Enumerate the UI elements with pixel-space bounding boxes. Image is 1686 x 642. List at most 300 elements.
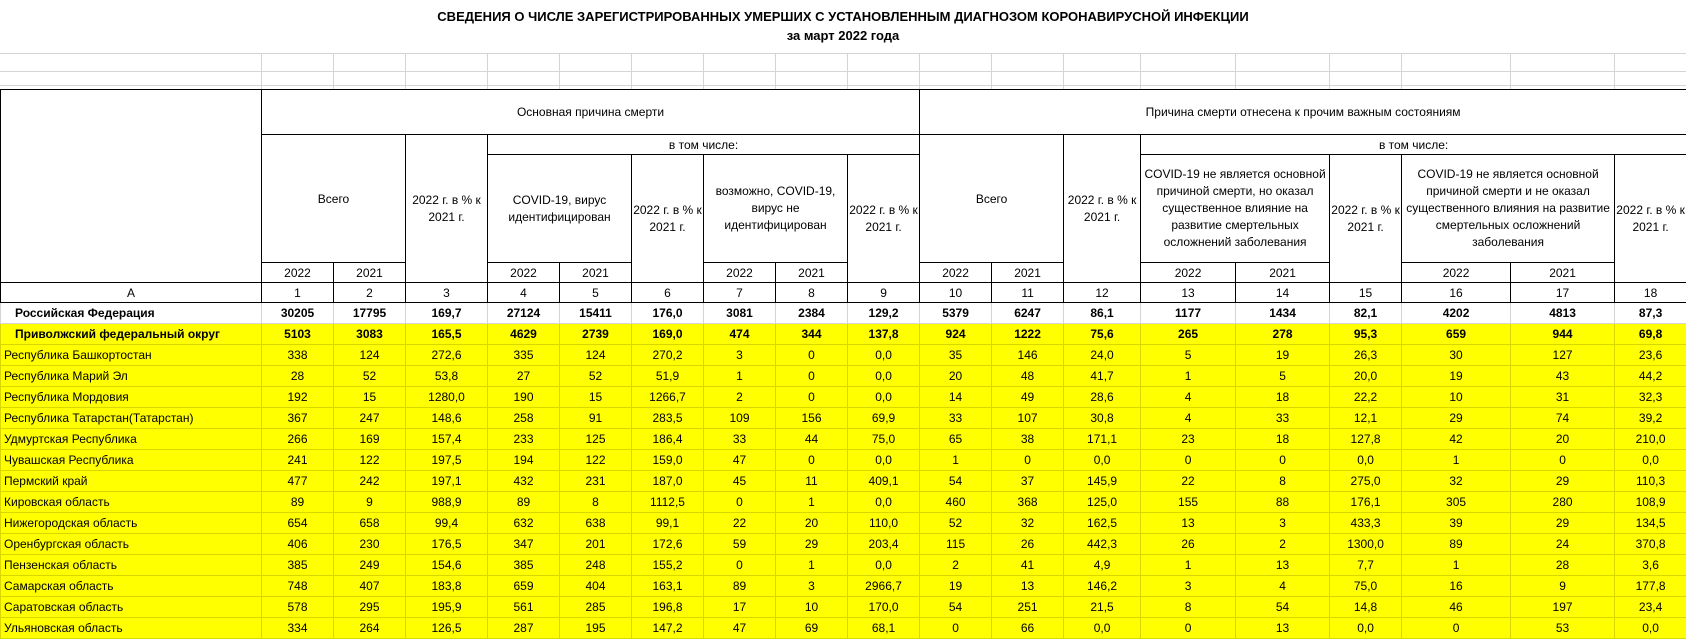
table-cell: 99,1 [632,513,704,534]
table-cell: 247 [334,408,406,429]
table-cell: 1 [920,450,992,471]
table-cell: 41 [992,555,1064,576]
table-cell: 99,4 [406,513,488,534]
table-cell: 1 [704,366,776,387]
table-cell: 249 [334,555,406,576]
column-index: 3 [406,283,488,303]
table-cell: 54 [920,471,992,492]
table-cell: 19 [920,576,992,597]
header-total-main: Всего [262,135,406,263]
region-name: Республика Татарстан(Татарстан) [1,408,262,429]
table-cell: 1 [1141,366,1236,387]
table-cell: 91 [560,408,632,429]
sheet-gridline [775,53,776,89]
table-cell: 295 [334,597,406,618]
table-cell: 42 [1402,429,1511,450]
header-year-2021: 2021 [992,263,1064,283]
table-cell: 17 [704,597,776,618]
header-other-cause: Причина смерти отнесена к прочим важным состояниям [920,90,1686,135]
table-cell: 287 [488,618,560,639]
table-cell: 15 [560,387,632,408]
table-cell: 13 [1236,618,1330,639]
table-cell: 0,0 [1064,618,1141,639]
table-cell: 87,3 [1615,303,1686,324]
table-cell: 3 [776,576,848,597]
table-cell: 28,6 [1064,387,1141,408]
region-name: Республика Марий Эл [1,366,262,387]
table-cell: 2 [1236,534,1330,555]
table-cell: 8 [1236,471,1330,492]
table-cell: 155 [1141,492,1236,513]
table-cell: 1 [1402,450,1511,471]
table-cell: 20 [1511,429,1615,450]
table-cell: 0 [1141,618,1236,639]
table-cell: 407 [334,576,406,597]
table-cell: 172,6 [632,534,704,555]
region-name: Нижегородская область [1,513,262,534]
table-cell: 4813 [1511,303,1615,324]
table-cell: 169,0 [632,324,704,345]
table-cell: 127 [1511,345,1615,366]
report-title: СВЕДЕНИЯ О ЧИСЛЕ ЗАРЕГИСТРИРОВАННЫХ УМЕРШИХ С УСТАНОВЛЕННЫМ ДИАГНОЗОМ КОРОНАВИРУСНОЙ ИНФЕКЦИИ [437,9,1249,24]
table-cell: 20 [776,513,848,534]
table-cell: 654 [262,513,334,534]
table-cell: 233 [488,429,560,450]
table-row [1,618,1686,639]
table-cell: 258 [488,408,560,429]
table-cell: 32,3 [1615,387,1686,408]
table-cell: 4 [1236,576,1330,597]
table-cell: 35 [920,345,992,366]
table-cell: 0,0 [848,555,920,576]
table-cell: 190 [488,387,560,408]
table-cell: 335 [488,345,560,366]
table-cell: 0 [1511,450,1615,471]
table-cell: 0,0 [848,492,920,513]
table-cell: 0,0 [1615,450,1686,471]
table-cell: 192 [262,387,334,408]
table-cell: 176,1 [1330,492,1402,513]
table-cell: 230 [334,534,406,555]
table-cell: 248 [560,555,632,576]
header-year-2021: 2021 [1236,263,1330,283]
column-index: 11 [992,283,1064,303]
table-cell: 162,5 [1064,513,1141,534]
table-cell: 305 [1402,492,1511,513]
column-index: 13 [1141,283,1236,303]
table-cell: 0 [1402,618,1511,639]
table-cell: 658 [334,513,406,534]
header-incl-other: в том числе: [1141,135,1686,155]
table-cell: 368 [992,492,1064,513]
table-cell: 33 [1236,408,1330,429]
sheet-gridline [1401,53,1402,89]
table-cell: 51,9 [632,366,704,387]
table-cell: 0 [776,345,848,366]
column-index: 10 [920,283,992,303]
table-cell: 0,0 [1064,450,1141,471]
table-cell: 171,1 [1064,429,1141,450]
table-cell: 19 [1236,345,1330,366]
table-cell: 32 [992,513,1064,534]
header-year-2022: 2022 [704,263,776,283]
table-cell: 88 [1236,492,1330,513]
table-cell: 4202 [1402,303,1511,324]
table-cell: 26,3 [1330,345,1402,366]
table-cell: 38 [992,429,1064,450]
table-cell: 22,2 [1330,387,1402,408]
table-cell: 210,0 [1615,429,1686,450]
column-index-a: А [1,283,262,303]
table-cell: 3083 [334,324,406,345]
table-cell: 47 [704,450,776,471]
table-row [1,366,1686,387]
sheet-gridline [333,53,334,89]
table-cell: 338 [262,345,334,366]
column-index: 12 [1064,283,1141,303]
table-cell: 0 [920,618,992,639]
table-cell: 10 [776,597,848,618]
column-index: 8 [776,283,848,303]
region-name: Кировская область [1,492,262,513]
table-cell: 82,1 [1330,303,1402,324]
table-cell: 9 [334,492,406,513]
table-cell: 23,4 [1615,597,1686,618]
table-cell: 4 [1141,387,1236,408]
table-cell: 748 [262,576,334,597]
table-cell: 8 [560,492,632,513]
table-cell: 477 [262,471,334,492]
header-total-other: Всего [920,135,1064,263]
column-index: 15 [1330,283,1402,303]
table-cell: 9 [1511,576,1615,597]
table-cell: 1112,5 [632,492,704,513]
table-cell: 0 [1141,450,1236,471]
table-cell: 0 [992,450,1064,471]
sheet-gridline [703,53,704,89]
header-year-2021: 2021 [776,263,848,283]
header-year-2021: 2021 [1511,263,1615,283]
column-index: 2 [334,283,406,303]
header-year-2021: 2021 [560,263,632,283]
table-cell: 242 [334,471,406,492]
table-cell: 251 [992,597,1064,618]
column-index-row [1,283,1686,303]
header-pct-col12: 2022 г. в % к 2021 г. [1064,135,1141,283]
table-cell: 632 [488,513,560,534]
sheet-gridline [1329,53,1330,89]
table-cell: 54 [920,597,992,618]
table-cell: 21,5 [1064,597,1141,618]
table-cell: 195,9 [406,597,488,618]
table-cell: 18 [1236,387,1330,408]
header-covid-possible: возможно, COVID-19, вирус не идентифицирован [704,155,848,263]
table-cell: 442,3 [1064,534,1141,555]
table-cell: 24 [1511,534,1615,555]
table-cell: 187,0 [632,471,704,492]
sheet-gridline [1063,53,1064,89]
table-cell: 30205 [262,303,334,324]
table-body [1,303,1686,639]
table-cell: 16 [1402,576,1511,597]
table-cell: 3,6 [1615,555,1686,576]
table-cell: 29 [1402,408,1511,429]
table-cell: 45 [704,471,776,492]
region-name: Ульяновская область [1,618,262,639]
region-name: Республика Мордовия [1,387,262,408]
table-cell: 129,2 [848,303,920,324]
table-cell: 19 [1402,366,1511,387]
table-cell: 27 [488,366,560,387]
table-cell: 115 [920,534,992,555]
table-cell: 28 [1511,555,1615,576]
table-cell: 26 [1141,534,1236,555]
table-cell: 561 [488,597,560,618]
table-cell: 270,2 [632,345,704,366]
sheet-gridline [0,53,1686,54]
region-name: Оренбургская область [1,534,262,555]
table-row [1,576,1686,597]
table-cell: 110,0 [848,513,920,534]
table-cell: 272,6 [406,345,488,366]
table-cell: 165,5 [406,324,488,345]
table-cell: 169 [334,429,406,450]
header-incl-main: в том числе: [488,135,920,155]
table-cell: 1 [1141,555,1236,576]
region-name: Пермский край [1,471,262,492]
table-cell: 14 [920,387,992,408]
table-cell: 231 [560,471,632,492]
table-cell: 1266,7 [632,387,704,408]
table-cell: 69 [776,618,848,639]
table-cell: 124 [560,345,632,366]
table-cell: 157,4 [406,429,488,450]
table-cell: 22 [704,513,776,534]
table-row [1,450,1686,471]
table-cell: 14,8 [1330,597,1402,618]
table-cell: 578 [262,597,334,618]
table-cell: 275,0 [1330,471,1402,492]
header-pct-col9: 2022 г. в % к 2021 г. [848,155,920,283]
table-cell: 0,0 [1330,450,1402,471]
table-cell: 89 [488,492,560,513]
table-cell: 65 [920,429,992,450]
column-index: 18 [1615,283,1686,303]
table-cell: 5 [1141,345,1236,366]
header-pct-col18: 2022 г. в % к 2021 г. [1615,155,1686,283]
table-cell: 27124 [488,303,560,324]
table-cell: 170,0 [848,597,920,618]
region-name: Республика Башкортостан [1,345,262,366]
table-cell: 159,0 [632,450,704,471]
table-cell: 432 [488,471,560,492]
table-cell: 134,5 [1615,513,1686,534]
table-cell: 265 [1141,324,1236,345]
table-cell: 266 [262,429,334,450]
table-row [1,387,1686,408]
table-cell: 169,7 [406,303,488,324]
table-cell: 0,0 [848,387,920,408]
table-cell: 638 [560,513,632,534]
table-cell: 49 [992,387,1064,408]
table-cell: 264 [334,618,406,639]
table-cell: 154,6 [406,555,488,576]
table-cell: 41,7 [1064,366,1141,387]
table-cell: 127,8 [1330,429,1402,450]
table-cell: 285 [560,597,632,618]
region-name: Саратовская область [1,597,262,618]
table-cell: 148,6 [406,408,488,429]
table-cell: 75,0 [848,429,920,450]
table-cell: 1 [776,555,848,576]
table-cell: 33 [920,408,992,429]
table-cell: 5103 [262,324,334,345]
table-cell: 44,2 [1615,366,1686,387]
table-cell: 186,4 [632,429,704,450]
sheet-gridline [261,53,262,89]
table-cell: 12,1 [1330,408,1402,429]
table-cell: 404 [560,576,632,597]
table-cell: 196,8 [632,597,704,618]
table-cell: 126,5 [406,618,488,639]
table-cell: 0,0 [1615,618,1686,639]
table-cell: 26 [992,534,1064,555]
table-cell: 1 [776,492,848,513]
table-cell: 177,8 [1615,576,1686,597]
table-cell: 22 [1141,471,1236,492]
sheet-gridline [487,53,488,89]
table-cell: 2 [920,555,992,576]
table-cell: 347 [488,534,560,555]
sheet-gridline [1235,53,1236,89]
header-pct-col3: 2022 г. в % к 2021 г. [406,135,488,283]
table-cell: 3 [1236,513,1330,534]
region-name: Чувашская Республика [1,450,262,471]
table-cell: 11 [776,471,848,492]
table-cell: 0,0 [1330,618,1402,639]
table-cell: 30 [1402,345,1511,366]
table-cell: 280 [1511,492,1615,513]
table-cell: 344 [776,324,848,345]
table-cell: 52 [560,366,632,387]
table-cell: 4 [1141,408,1236,429]
table-cell: 37 [992,471,1064,492]
table-cell: 43 [1511,366,1615,387]
table-cell: 988,9 [406,492,488,513]
table-cell: 89 [262,492,334,513]
table-cell: 1177 [1141,303,1236,324]
table-cell: 29 [776,534,848,555]
table-cell: 2739 [560,324,632,345]
header-year-2022: 2022 [488,263,560,283]
table-row [1,597,1686,618]
table-cell: 370,8 [1615,534,1686,555]
table-cell: 203,4 [848,534,920,555]
table-cell: 1222 [992,324,1064,345]
table-cell: 147,2 [632,618,704,639]
column-index: 14 [1236,283,1330,303]
table-cell: 0 [776,366,848,387]
table-cell: 1280,0 [406,387,488,408]
table-cell: 197,5 [406,450,488,471]
table-cell: 13 [1141,513,1236,534]
sheet-gridline [991,53,992,89]
sheet-gridline [919,53,920,89]
sheet-gridline [847,53,848,89]
region-name: Приволжский федеральный округ [1,324,262,345]
table-cell: 283,5 [632,408,704,429]
table-cell: 0,0 [848,366,920,387]
table-cell: 31 [1511,387,1615,408]
table-cell: 52 [334,366,406,387]
table-cell: 385 [262,555,334,576]
column-index: 9 [848,283,920,303]
table-cell: 197 [1511,597,1615,618]
table-cell: 659 [488,576,560,597]
table-cell: 74 [1511,408,1615,429]
column-index: 4 [488,283,560,303]
table-cell: 137,8 [848,324,920,345]
table-row [1,303,1686,324]
table-cell: 367 [262,408,334,429]
table-cell: 17795 [334,303,406,324]
table-cell: 122 [334,450,406,471]
table-cell: 460 [920,492,992,513]
table-row [1,513,1686,534]
table-cell: 145,9 [1064,471,1141,492]
table-cell: 47 [704,618,776,639]
table-cell: 195 [560,618,632,639]
table-cell: 108,9 [1615,492,1686,513]
table-cell: 44 [776,429,848,450]
table-cell: 406 [262,534,334,555]
table-cell: 53,8 [406,366,488,387]
table-cell: 201 [560,534,632,555]
table-cell: 28 [262,366,334,387]
table-cell: 13 [992,576,1064,597]
table-row [1,429,1686,450]
column-index: 6 [632,283,704,303]
column-index: 5 [560,283,632,303]
table-cell: 59 [704,534,776,555]
table-cell: 6247 [992,303,1064,324]
table-cell: 69,8 [1615,324,1686,345]
table-cell: 2384 [776,303,848,324]
column-index: 7 [704,283,776,303]
header-covid-not-main-insignificant: COVID-19 не является основной причиной смерти и не оказал существенного влияния на развитие смертельных осложнений заболевания [1402,155,1615,263]
table-cell: 122 [560,450,632,471]
table-cell: 197,1 [406,471,488,492]
table-cell: 23,6 [1615,345,1686,366]
table-cell: 0,0 [848,450,920,471]
table-cell: 125 [560,429,632,450]
table-cell: 48 [992,366,1064,387]
table-cell: 278 [1236,324,1330,345]
region-name: Самарская область [1,576,262,597]
table-cell: 8 [1141,597,1236,618]
table-cell: 4,9 [1064,555,1141,576]
table-cell: 30,8 [1064,408,1141,429]
table-cell: 75,6 [1064,324,1141,345]
table-cell: 54 [1236,597,1330,618]
table-cell: 659 [1402,324,1511,345]
table-cell: 1300,0 [1330,534,1402,555]
table-cell: 33 [704,429,776,450]
table-cell: 0 [776,450,848,471]
header-covid-not-main-significant: COVID-19 не является основной причиной смерти, но оказал существенное влияние на развитие смертельных осложнений заболевания [1141,155,1330,263]
table-cell: 109 [704,408,776,429]
table-cell: 156 [776,408,848,429]
